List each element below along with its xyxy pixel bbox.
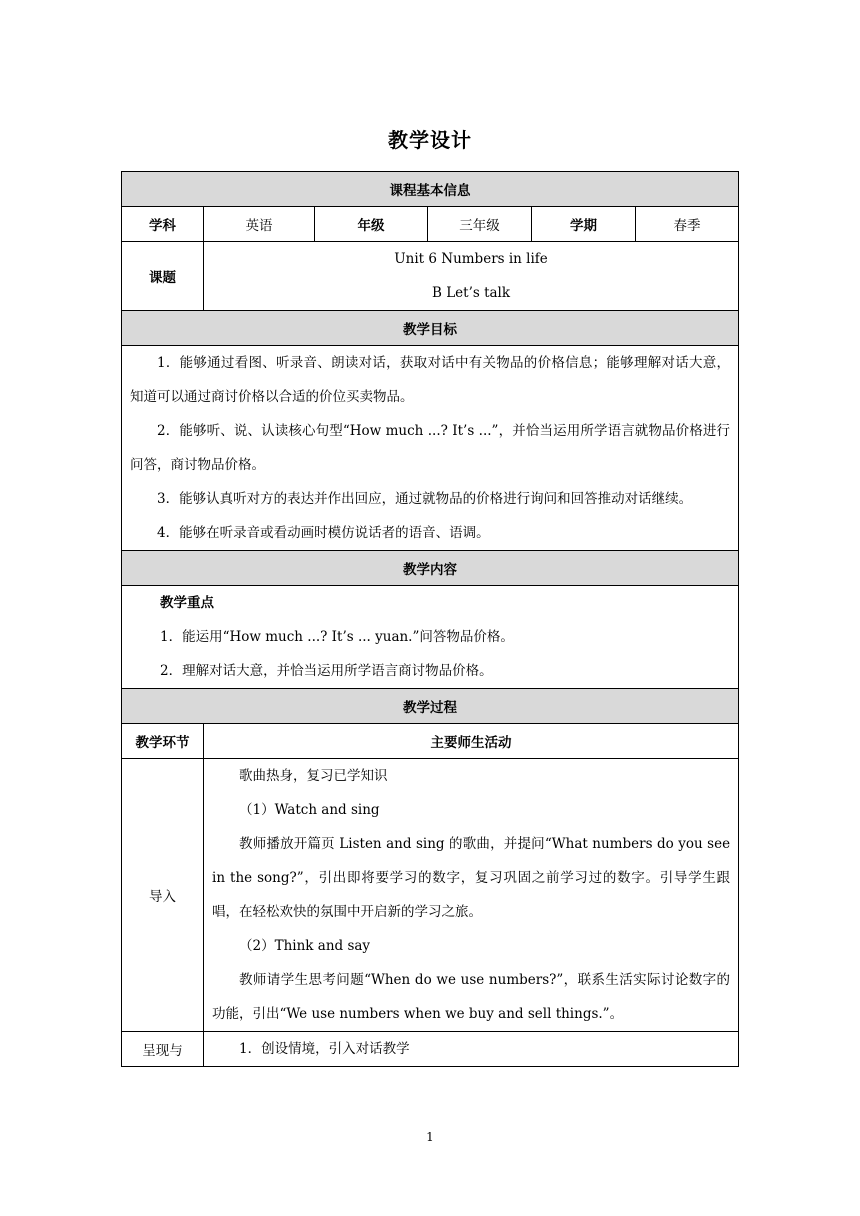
- activity-line: （2）Think and say: [239, 938, 371, 954]
- grade-value: 三年级: [428, 207, 532, 242]
- term-label: 学期: [532, 207, 636, 242]
- content-body: [122, 586, 739, 689]
- objective-item: 1．能够通过看图、听录音、朗读对话，获取对话中有关物品的价格信息；能够理解对话大意，知道可以通过商讨价格以合适的价位买卖物品。: [130, 355, 731, 405]
- process-col-activity: 主要师生活动: [204, 724, 739, 759]
- term-value: 春季: [636, 207, 739, 242]
- basic-info-header: 课程基本信息: [122, 172, 739, 207]
- topic-label: 课题: [122, 242, 204, 311]
- objective-item: 4．能够在听录音或看动画时模仿说话者的语音、语调。: [157, 525, 490, 541]
- stage-activities: [204, 1032, 739, 1067]
- grade-label: 年级: [315, 207, 428, 242]
- subject-label: 学科: [122, 207, 204, 242]
- activity-line: 1．创设情境，引入对话教学: [239, 1041, 410, 1057]
- objective-item: 2．能够听、说、认读核心句型“How much ...? It’s ...”，并恰当运用所学语言就物品价格进行问答，商讨物品价格。: [130, 423, 731, 473]
- objective-item: 3．能够认真听对方的表达并作出回应，通过就物品的价格进行询问和回答推动对话继续。: [157, 491, 693, 507]
- stage-name: 导入: [122, 759, 204, 1032]
- focus-title: 教学重点: [160, 595, 214, 611]
- activity-line: 教师播放开篇页 Listen and sing 的歌曲，并提问“What numbers do you see in the song?”，引出即将要学习的数字，复习巩固之前学习过的数字。引导学生跟唱，在轻松欢快的氛围中开启新的学习之旅。: [212, 836, 731, 920]
- process-header: 教学过程: [122, 689, 739, 724]
- page-title: 教学设计: [388, 128, 472, 152]
- focus-item: 1．能运用“How much ...? It’s ... yuan.”问答物品价格。: [160, 629, 514, 645]
- stage-name: 呈现与: [122, 1032, 204, 1067]
- content-header: 教学内容: [122, 551, 739, 586]
- activity-line: （1）Watch and sing: [239, 802, 380, 818]
- objectives-body: [122, 346, 739, 551]
- page-number: 1: [426, 1130, 434, 1144]
- focus-item: 2．理解对话大意，并恰当运用所学语言商讨物品价格。: [160, 663, 493, 679]
- stage-activities: [204, 759, 739, 1032]
- objectives-header: 教学目标: [122, 311, 739, 346]
- topic-line-2: B Let’s talk: [431, 285, 511, 301]
- subject-value: 英语: [204, 207, 315, 242]
- activity-line: 教师请学生思考问题“When do we use numbers?”，联系生活实际讨论数字的功能，引出“We use numbers when we buy and sell things.”。: [212, 972, 731, 1022]
- topic-line-1: Unit 6 Numbers in life: [394, 251, 548, 267]
- topic-value: [204, 242, 739, 311]
- lesson-plan-table: [121, 171, 739, 1067]
- activity-line: 歌曲热身，复习已学知识: [239, 768, 388, 784]
- process-col-stage: 教学环节: [122, 724, 204, 759]
